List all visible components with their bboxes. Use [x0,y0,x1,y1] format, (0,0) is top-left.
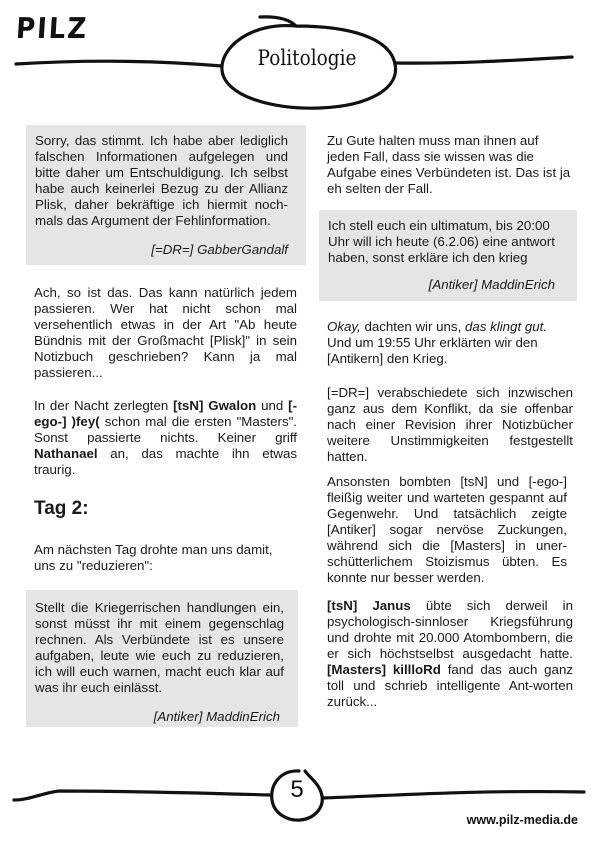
paragraph-naechster-tag: Am nächsten Tag drohte man uns damit, uns zu "reduzieren": [34,542,273,573]
player-name: [-ego-] )fey( [34,398,298,429]
quote-signature: [Antiker] MaddinErich [428,277,555,292]
heading-tag-2: Tag 2: [34,498,89,519]
header-rule-right [395,57,572,63]
footer-rule-right [324,792,584,798]
italic-text: das klingt gut. [464,319,548,334]
text: dachten wir uns, [360,319,465,334]
quote-text: Sorry, das stimmt. Ich habe aber lediglich falschen Informationen aufgelegen und bitte daher um Entschuldigung. Ich selbst habe auch keinerlei Bezug zu der Allianz Plisk, daher bekräftige ich hiermit noch-mals das Argument der Fehlinformation. [35,133,288,228]
quote-text: Stellt die Kriegerrischen handlungen ein, sonst müsst ihr mit einem gegenschlag rechnen. Als Verbündete ist es unsere aufgaben, leute wie euch zu reduzieren, ich will euch warnen, macht euch klar auf was ihr euch einlässt. [35,600,284,695]
section-title: Politologie [257,46,357,70]
text: fand das auch ganz toll und schrieb intelligente Ant-worten zurück... [327,662,573,709]
pilz-logo: PILZ [14,12,90,46]
text: Und um 19:55 Uhr erklärten wir den [Antikern] den Krieg. [327,335,538,366]
website-link[interactable]: www.pilz-media.de [466,813,578,827]
text: In der Nacht zerlegten [34,398,174,413]
paragraph-zu-gute: Zu Gute halten muss man ihnen auf jeden Fall, dass sie wissen was die Aufgabe eines Verbündeten ist. Das ist ja eh selten der Fall. [327,133,571,196]
logo-underline [18,57,82,58]
quote-text: Ich stell euch ein ultimatum, bis 20:00 Uhr will ich heute (6.2.06) eine antwort haben, sonst erkläre ich den krieg [328,218,555,265]
text: schon mal die ersten "Masters". Sonst passierte nichts. Keiner griff [34,414,298,445]
player-name: [tsN] Gwalon [173,398,257,413]
paragraph-dr-verabschiedete: [=DR=] verabschiedete sich inzwischen ganz aus dem Konflikt, da sie offenbar nach einer Revision ihrer Notizbücher weitere Unstimmigkeiten festgestellt hatten. [327,385,573,464]
footer-rule-left [14,791,270,800]
paragraph-nacht [34,398,297,478]
paragraph-janus [327,598,573,710]
player-name: [tsN] Janus [327,598,411,613]
page-number: 5 [290,776,304,803]
quote-maddinerich-threat [26,590,298,727]
italic-text: Okay, [327,319,361,334]
quote-maddinerich-ultimatum [319,210,577,301]
player-name: Nathanael [34,446,98,461]
paragraph-ach-so: Ach, so ist das. Das kann natürlich jedem passieren. Wer hat nicht schon mal versehentlich etwas in der Art "Ab heute Bündnis mit der Großmacht [Plisk]" in sein Notizbuch geschrieben? Kann ja mal passieren... [34,285,297,380]
player-name: [Masters] killloRd [327,662,441,677]
paragraph-ansonsten: Ansonsten bombten [tsN] und [-ego-] fleißig weiter und warteten gespannt auf Gegenwehr. Und tatsächlich zeigte [Antiker] sogar nervöse Zuckungen, während sich die [Masters] in uner-schütterlichem Stoizismus übten. Es konnte nur besser werden. [327,474,567,585]
quote-gabbergandalf [26,125,306,265]
quote-signature: [Antiker] MaddinErich [153,709,280,724]
text: und [256,398,289,413]
paragraph-okay [327,319,572,367]
quote-signature: [=DR=] GabberGandalf [151,242,288,257]
header-rule-left [16,61,222,66]
text: übte sich derweil in psychologisch-sinnloser Kriegsführung und drohte mit 20.000 Atombombern, die er sich höchstselbst ausgedacht hatte. [327,598,574,661]
text: an, das machte ihn etwas traurig. [34,446,297,477]
